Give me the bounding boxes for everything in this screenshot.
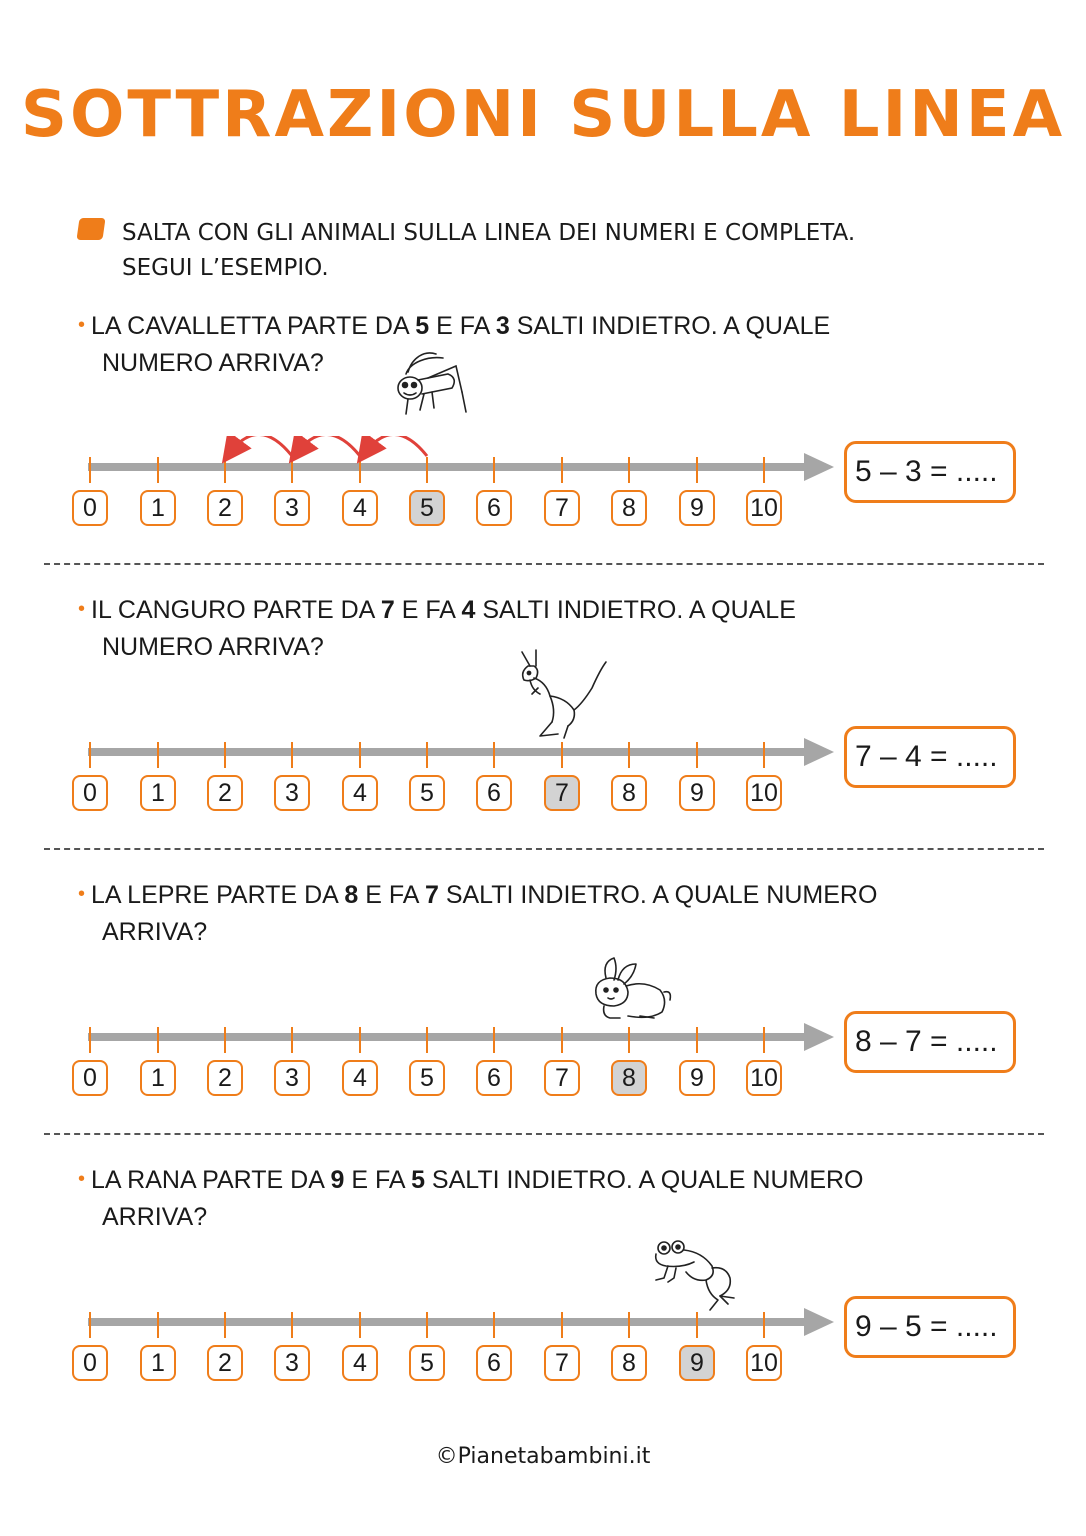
- page-title: SOTTRAZIONI SULLA LINEA: [20, 78, 1066, 152]
- jump-arc: [229, 436, 292, 456]
- equation-box[interactable]: 8 – 7 = .....: [844, 1011, 1016, 1073]
- grasshopper-icon: [388, 352, 468, 422]
- number-box-4: 4: [342, 490, 378, 526]
- arrow-shaft: [88, 748, 808, 756]
- exercise-4-question: [78, 1163, 1058, 1235]
- number-box-1: 1: [140, 775, 176, 811]
- arrow-shaft: [88, 463, 808, 471]
- number-box-0: 0: [72, 1060, 108, 1096]
- question-text: IL CANGURO PARTE DA: [91, 596, 381, 624]
- number-box-3: 3: [274, 490, 310, 526]
- equation-box[interactable]: 9 – 5 = .....: [844, 1296, 1016, 1358]
- question-text-line-2: ARRIVA?: [102, 918, 208, 946]
- instruction-bullet-icon: [76, 218, 105, 240]
- question-text: LA LEPRE PARTE DA: [91, 881, 345, 909]
- start-number: 5: [415, 312, 430, 340]
- number-box-10: 10: [746, 775, 782, 811]
- equation-box[interactable]: 7 – 4 = .....: [844, 726, 1016, 788]
- question-text: SALTI INDIETRO. A QUALE: [509, 312, 831, 340]
- number-box-4: 4: [342, 1345, 378, 1381]
- number-box-9: 9: [679, 490, 715, 526]
- start-number: 8: [344, 881, 359, 909]
- number-box-0: 0: [72, 775, 108, 811]
- jump-count: 7: [424, 881, 439, 909]
- number-box-9: 9: [679, 1060, 715, 1096]
- number-box-6: 6: [476, 1345, 512, 1381]
- question-text-line-2: NUMERO ARRIVA?: [102, 633, 324, 661]
- number-box-3: 3: [274, 775, 310, 811]
- number-box-8: 8: [611, 490, 647, 526]
- number-box-3: 3: [274, 1060, 310, 1096]
- number-box-8: 8: [611, 1060, 647, 1096]
- number-box-5: 5: [409, 490, 445, 526]
- arrow-head: [804, 453, 834, 481]
- jump-arc: [296, 436, 360, 456]
- arrow-head: [804, 738, 834, 766]
- arrow-shaft: [88, 1033, 808, 1041]
- number-box-9: 9: [679, 1345, 715, 1381]
- footer-credit: ©Pianetabambini.it: [435, 1444, 651, 1469]
- number-box-4: 4: [342, 775, 378, 811]
- number-box-1: 1: [140, 1345, 176, 1381]
- question-text: E FA: [429, 312, 496, 340]
- number-box-10: 10: [746, 490, 782, 526]
- number-box-6: 6: [476, 775, 512, 811]
- bullet-icon: •: [78, 1168, 86, 1190]
- exercise-1-question: [78, 309, 1058, 381]
- question-text-line-2: NUMERO ARRIVA?: [102, 349, 324, 377]
- bullet-icon: •: [78, 598, 86, 620]
- number-box-5: 5: [409, 775, 445, 811]
- question-text: SALTI INDIETRO. A QUALE NUMERO: [424, 1166, 864, 1194]
- question-text: SALTI INDIETRO. A QUALE: [475, 596, 796, 624]
- number-box-5: 5: [409, 1060, 445, 1096]
- equation-box[interactable]: 5 – 3 = .....: [844, 441, 1016, 503]
- arrow-head: [804, 1023, 834, 1051]
- question-text-line-2: ARRIVA?: [102, 1203, 208, 1231]
- number-box-5: 5: [409, 1345, 445, 1381]
- number-box-10: 10: [746, 1060, 782, 1096]
- number-box-10: 10: [746, 1345, 782, 1381]
- dashed-separator: [44, 1133, 1044, 1135]
- number-box-2: 2: [207, 775, 243, 811]
- instruction-line-2: SEGUI L’ESEMPIO.: [122, 255, 329, 281]
- question-text: LA CAVALLETTA PARTE DA: [91, 312, 416, 340]
- number-box-2: 2: [207, 1345, 243, 1381]
- jump-arc: [364, 436, 427, 456]
- arrow-shaft: [88, 1318, 808, 1326]
- number-box-6: 6: [476, 1060, 512, 1096]
- instruction-text: [122, 216, 1042, 286]
- number-box-4: 4: [342, 1060, 378, 1096]
- number-box-6: 6: [476, 490, 512, 526]
- question-text: E FA: [394, 596, 462, 624]
- number-box-8: 8: [611, 775, 647, 811]
- exercise-3-question: [78, 878, 1058, 950]
- start-number: 9: [330, 1166, 345, 1194]
- number-box-7: 7: [544, 490, 580, 526]
- number-box-2: 2: [207, 490, 243, 526]
- number-box-8: 8: [611, 1345, 647, 1381]
- jump-count: 5: [411, 1166, 425, 1194]
- question-text: SALTI INDIETRO. A QUALE NUMERO: [438, 881, 878, 909]
- jump-count: 3: [495, 312, 510, 340]
- dashed-separator: [44, 848, 1044, 850]
- question-text: LA RANA PARTE DA: [91, 1166, 331, 1194]
- start-number: 7: [380, 596, 395, 624]
- dashed-separator: [44, 563, 1044, 565]
- number-box-0: 0: [72, 1345, 108, 1381]
- jump-count: 4: [461, 596, 476, 624]
- number-box-7: 7: [544, 1345, 580, 1381]
- number-box-0: 0: [72, 490, 108, 526]
- arrow-head: [804, 1308, 834, 1336]
- number-box-3: 3: [274, 1345, 310, 1381]
- question-text: E FA: [344, 1166, 412, 1194]
- question-text: E FA: [358, 881, 425, 909]
- bullet-icon: •: [78, 314, 86, 336]
- number-box-1: 1: [140, 1060, 176, 1096]
- number-box-7: 7: [544, 1060, 580, 1096]
- number-box-7: 7: [544, 775, 580, 811]
- number-box-9: 9: [679, 775, 715, 811]
- instruction-line-1: SALTA CON GLI ANIMALI SULLA LINEA DEI NUMERI E COMPLETA.: [122, 220, 856, 246]
- number-box-2: 2: [207, 1060, 243, 1096]
- bullet-icon: •: [78, 883, 86, 905]
- number-box-1: 1: [140, 490, 176, 526]
